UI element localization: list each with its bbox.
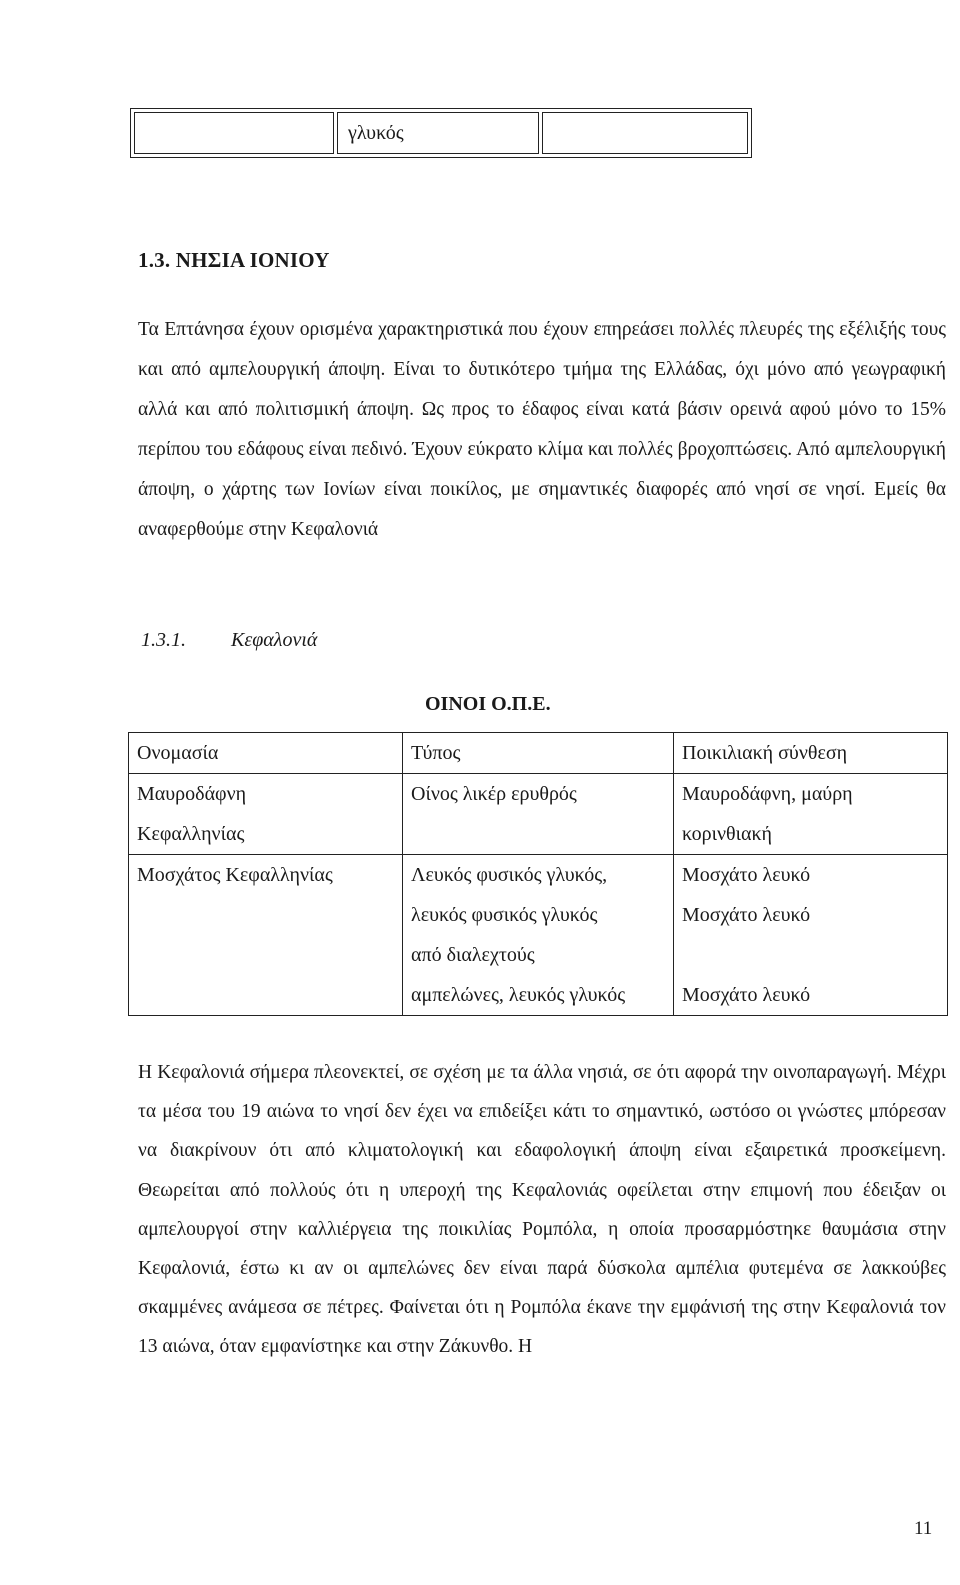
wine-table bbox=[128, 732, 948, 1016]
header-variety: Ποικιλιακή σύνθεση bbox=[674, 733, 948, 774]
cell-line: Μοσχάτο λευκό bbox=[682, 904, 811, 926]
intro-paragraph: Τα Επτάνησα έχουν ορισμένα χαρακτηριστικά που έχουν επηρεάσει πολλές πλευρές της εξέλιξής τους και από αμπελουργική άποψη. Είναι το δυτικότερο τμήμα της Ελλάδας, όχι μόνο από γεωγραφική αλλά και από πολιτισμική άποψη. Ως προς το έδαφος είναι κατά βάσιν ορεινά αφού μόνο το 15% περίπου του εδάφους είναι πεδινό. Έχουν εύκρατο κλίμα και πολλές βροχοπτώσεις. Από αμπελουργική άποψη, ο χάρτης των Ιονίων είναι ποικίλος, με σημαντικές διαφορές από νησί σε νησί. Εμείς θα αναφερθούμε στην Κεφαλονιά bbox=[138, 319, 946, 540]
cell-type bbox=[403, 855, 674, 1016]
cell-line: Λευκός φυσικός γλυκός, bbox=[411, 864, 608, 886]
table-cell-type: γλυκός bbox=[337, 112, 539, 154]
cell-line: Μοσχάτο λευκό bbox=[682, 864, 811, 886]
cell-name bbox=[129, 774, 403, 855]
top-table-fragment bbox=[130, 108, 752, 158]
page-number: 11 bbox=[914, 1518, 933, 1539]
cell-line: Μαυροδάφνη bbox=[137, 783, 247, 805]
cell-variety bbox=[674, 855, 948, 1016]
cell-line: λευκός φυσικός γλυκός bbox=[411, 904, 598, 926]
table-row bbox=[129, 774, 948, 855]
header-type: Τύπος bbox=[403, 733, 674, 774]
table-cell-empty bbox=[134, 112, 334, 154]
cell-line: Μαυροδάφνη, μαύρη bbox=[682, 783, 853, 805]
cell-line bbox=[682, 935, 939, 975]
cell-line: κορινθιακή bbox=[682, 823, 773, 845]
cell-line: Κεφαλληνίας bbox=[137, 823, 245, 845]
cell-line: από διαλεχτούς bbox=[411, 944, 535, 966]
section-heading: 1.3. ΝΗΣΙΑ ΙΟΝΙΟΥ bbox=[138, 248, 330, 272]
body-paragraph: Η Κεφαλονιά σήμερα πλεονεκτεί, σε σχέση με τα άλλα νησιά, σε ότι αφορά την οινοπαραγωγή. Μέχρι τα μέσα του 19 αιώνα το νησί δεν έχει να επιδείξει κάτι το σημαντικό, ωστόσο οι γνώστες μπόρεσαν να διακρίνουν ότι από κλιματολογική και εδαφολογική άποψη είναι εξαιρετικά προσκείμενη. Θεωρείται από πολλούς ότι η υπεροχή της Κεφαλονιάς οφείλεται στην επιμονή που έδειξαν οι αμπελουργοί στην καλλιέργεια της ποικιλίας Ρομπόλα, η οποία προσαρμόστηκε θαυμάσια στην Κεφαλονιά, έστω κι αν οι αμπελώνες δεν είναι παρά δύσκολα αμπέλια φυτεμένα σε λακκούβες σκαμμένες ανάμεσα σε πέτρες. Φαίνεται ότι η Ρομπόλα έκανε την εμφάνισή της στην Κεφαλονιά τον 13 αιώνα, όταν εμφανίστηκε και στην Ζάκυνθο. Η bbox=[138, 1062, 946, 1358]
subsection-number: 1.3.1. bbox=[141, 629, 186, 651]
subsection-title: Κεφαλονιά bbox=[231, 629, 318, 651]
cell-variety bbox=[674, 774, 948, 855]
wine-table-title: ΟΙΝΟΙ Ο.Π.Ε. bbox=[425, 693, 551, 715]
cell-type bbox=[403, 774, 674, 855]
cell-line: Μοσχάτο λευκό bbox=[682, 984, 811, 1006]
table-row bbox=[129, 855, 948, 1016]
cell-line: Οίνος λικέρ ερυθρός bbox=[411, 783, 577, 805]
cell-line: αμπελώνες, λευκός γλυκός bbox=[411, 984, 626, 1006]
table-row bbox=[134, 112, 748, 154]
subsection-heading bbox=[141, 629, 317, 652]
header-name: Ονομασία bbox=[129, 733, 403, 774]
cell-line: Μοσχάτος Κεφαλληνίας bbox=[137, 864, 333, 886]
cell-name bbox=[129, 855, 403, 1016]
table-cell-empty bbox=[542, 112, 748, 154]
table-header-row bbox=[129, 733, 948, 774]
